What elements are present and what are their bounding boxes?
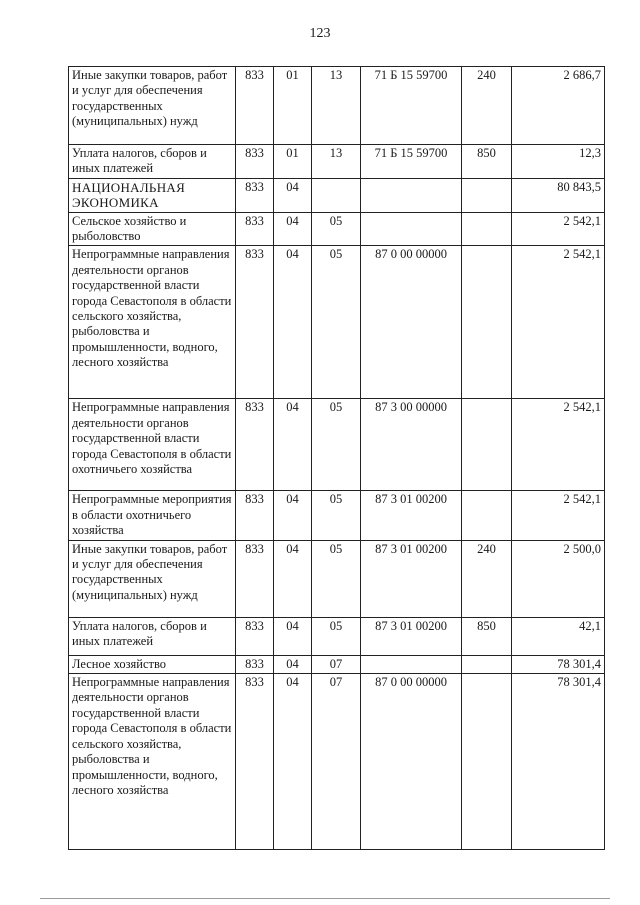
row-subsection: 13 bbox=[312, 145, 361, 179]
row-ministry-code: 833 bbox=[236, 674, 274, 850]
row-name: Непрограммные мероприятия в области охотничьего хозяйства bbox=[69, 491, 236, 540]
row-amount: 42,1 bbox=[512, 617, 605, 655]
table-row bbox=[69, 674, 605, 850]
row-name: Непрограммные направления деятельности органов государственной власти города Севастополя в области сельского хозяйства, рыболовства и промышленности, водного, лесного хозяйства bbox=[69, 674, 236, 850]
row-section: 04 bbox=[274, 399, 312, 491]
row-subsection: 05 bbox=[312, 212, 361, 246]
row-section: 04 bbox=[274, 212, 312, 246]
row-expense-type bbox=[462, 655, 512, 673]
row-section: 04 bbox=[274, 540, 312, 617]
row-ministry-code: 833 bbox=[236, 246, 274, 399]
row-name: Иные закупки товаров, работ и услуг для обеспечения государственных (муниципальных) нужд bbox=[69, 67, 236, 145]
table-row bbox=[69, 246, 605, 399]
row-section: 04 bbox=[274, 491, 312, 540]
row-expense-type: 240 bbox=[462, 540, 512, 617]
table-row bbox=[69, 491, 605, 540]
row-amount: 2 542,1 bbox=[512, 399, 605, 491]
row-target-article bbox=[361, 178, 462, 212]
row-ministry-code: 833 bbox=[236, 178, 274, 212]
row-amount: 12,3 bbox=[512, 145, 605, 179]
row-subsection: 05 bbox=[312, 617, 361, 655]
row-subsection: 05 bbox=[312, 540, 361, 617]
row-name: Иные закупки товаров, работ и услуг для обеспечения государственных (муниципальных) нужд bbox=[69, 540, 236, 617]
page-bottom-edge bbox=[40, 898, 610, 899]
row-section: 01 bbox=[274, 145, 312, 179]
row-ministry-code: 833 bbox=[236, 491, 274, 540]
row-target-article: 87 0 00 00000 bbox=[361, 674, 462, 850]
row-name: Непрограммные направления деятельности органов государственной власти города Севастополя в области охотничьего хозяйства bbox=[69, 399, 236, 491]
row-subsection bbox=[312, 178, 361, 212]
row-expense-type bbox=[462, 399, 512, 491]
row-target-article: 71 Б 15 59700 bbox=[361, 67, 462, 145]
row-target-article: 87 3 01 00200 bbox=[361, 491, 462, 540]
table-row bbox=[69, 212, 605, 246]
row-section: 01 bbox=[274, 67, 312, 145]
row-target-article: 87 0 00 00000 bbox=[361, 246, 462, 399]
row-name: Уплата налогов, сборов и иных платежей bbox=[69, 145, 236, 179]
row-section: 04 bbox=[274, 674, 312, 850]
page-number: 123 bbox=[309, 26, 331, 41]
row-ministry-code: 833 bbox=[236, 617, 274, 655]
row-expense-type bbox=[462, 674, 512, 850]
row-amount: 2 686,7 bbox=[512, 67, 605, 145]
table-row bbox=[69, 399, 605, 491]
row-expense-type: 850 bbox=[462, 145, 512, 179]
row-amount: 78 301,4 bbox=[512, 655, 605, 673]
row-subsection: 05 bbox=[312, 399, 361, 491]
row-amount: 80 843,5 bbox=[512, 178, 605, 212]
row-name: Непрограммные направления деятельности органов государственной власти города Севастополя в области сельского хозяйства, рыболовства и промышленности, водного, лесного хозяйства bbox=[69, 246, 236, 399]
row-subsection: 13 bbox=[312, 67, 361, 145]
row-subsection: 07 bbox=[312, 655, 361, 673]
table-row bbox=[69, 178, 605, 212]
row-ministry-code: 833 bbox=[236, 655, 274, 673]
table-row bbox=[69, 67, 605, 145]
row-amount: 2 500,0 bbox=[512, 540, 605, 617]
row-ministry-code: 833 bbox=[236, 540, 274, 617]
row-expense-type bbox=[462, 178, 512, 212]
table-row bbox=[69, 145, 605, 179]
row-amount: 2 542,1 bbox=[512, 491, 605, 540]
row-amount: 78 301,4 bbox=[512, 674, 605, 850]
row-subsection: 07 bbox=[312, 674, 361, 850]
row-ministry-code: 833 bbox=[236, 212, 274, 246]
row-subsection: 05 bbox=[312, 246, 361, 399]
row-target-article: 87 3 01 00200 bbox=[361, 540, 462, 617]
row-section: 04 bbox=[274, 246, 312, 399]
budget-table bbox=[68, 66, 605, 850]
table-row bbox=[69, 540, 605, 617]
table-row bbox=[69, 655, 605, 673]
row-section: 04 bbox=[274, 655, 312, 673]
row-expense-type bbox=[462, 212, 512, 246]
row-target-article: 87 3 01 00200 bbox=[361, 617, 462, 655]
row-section: 04 bbox=[274, 178, 312, 212]
row-target-article bbox=[361, 655, 462, 673]
row-expense-type: 240 bbox=[462, 67, 512, 145]
row-amount: 2 542,1 bbox=[512, 246, 605, 399]
row-ministry-code: 833 bbox=[236, 399, 274, 491]
row-name: Лесное хозяйство bbox=[69, 655, 236, 673]
row-target-article: 71 Б 15 59700 bbox=[361, 145, 462, 179]
row-target-article: 87 3 00 00000 bbox=[361, 399, 462, 491]
row-section: 04 bbox=[274, 617, 312, 655]
row-name: НАЦИОНАЛЬНАЯ ЭКОНОМИКА bbox=[69, 178, 236, 212]
row-ministry-code: 833 bbox=[236, 145, 274, 179]
row-target-article bbox=[361, 212, 462, 246]
row-expense-type bbox=[462, 246, 512, 399]
row-subsection: 05 bbox=[312, 491, 361, 540]
row-amount: 2 542,1 bbox=[512, 212, 605, 246]
row-ministry-code: 833 bbox=[236, 67, 274, 145]
row-name: Сельское хозяйство и рыболовство bbox=[69, 212, 236, 246]
table-row bbox=[69, 617, 605, 655]
row-name: Уплата налогов, сборов и иных платежей bbox=[69, 617, 236, 655]
row-expense-type bbox=[462, 491, 512, 540]
row-expense-type: 850 bbox=[462, 617, 512, 655]
